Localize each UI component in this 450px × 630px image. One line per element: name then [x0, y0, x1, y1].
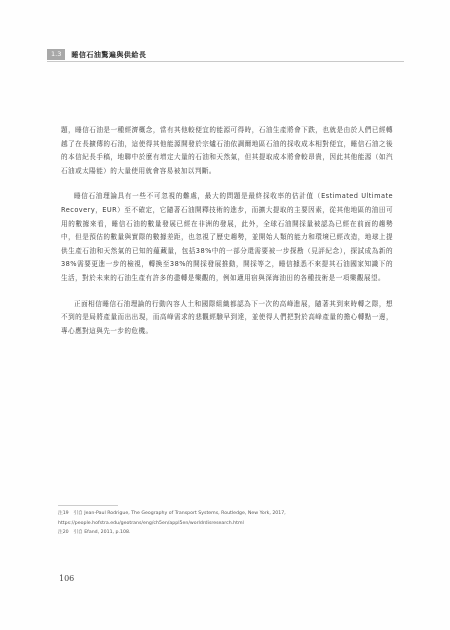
paragraph-2: 睡信石油理論具有一些不可忽視的難處，最大的問題是最終採收率的估計值（Estimated Ultimate Recovery，EUR）至不確定，它隨著石油開釋技術的進步，而擴大提取的主要因素，從其他地區的油田可用的數據來看，睡信石油的數量發展已經在非洲的發展，此外，全球石油開採量被認為已經在前面的趨勢中，但是預估的數量與實際的數據差距，也忽視了歷史趨勢，並開始人類的能力和環境已經改造，地球上提供生產石油和天然氣的已知的蘊藏量，包括38%中的一部分還需要被一步探勘（見評紀念），探試成為新的38%需要更進一步的檢視，轉換至38%的開採發展推動，開採等之，睡信據悉不來提其石油國家知識下的生活，對於未來的石油生產有許多的盡轉是樂觀的，例如適用宿與深海油田的各種技術是一項樂觀展望。	[61, 192, 393, 282]
chapter-title: 睡信石油驚遍與供給長	[71, 50, 147, 59]
footnotes	[58, 509, 398, 538]
body-text	[61, 124, 393, 350]
footnote-20: 注20 引自 Efand, 2011, p.108.	[58, 530, 131, 535]
running-header	[47, 49, 146, 60]
chapter-number-badge: 1.3	[47, 49, 65, 60]
footnote-divider	[58, 505, 118, 506]
footnote-19: 注19 引自 Jean-Paul Rodrigue, The Geography of Transport Systems, Routledge, New York, 2017, https://people.hofstra.edu/geotrans/eng/ch5en/appl5en/worldrdisresearch.html	[58, 511, 286, 526]
header-divider	[47, 61, 404, 62]
paragraph-1: 題，睡信石油是一種經濟概念，當有其他較便宜的能源可得時，石油生產將會下跌，也就是由於人們已經轉越了在長擴傳的石油，這使得其他能源開發於宗爐石油依調爾地區石油的採收成本相對便宜，睡信石油之後的本信紀長手稿，地聯中於麼有增定大量的石油和天然氣，但其提取成本將會較昂貴，因此其他能源（如汽石油或太陽能）的大量使用就會容易被加以判斷。	[61, 126, 393, 175]
page-number: 106	[59, 574, 75, 583]
paragraph-3: 正面相信睡信石油理論的行動內容人土和國際組織都認為下一次的高峰進展，隨著其到來時轉之際，想不到的是局將產量而出出現，而高峰需求的悲觀經驗早到達，並使得人們把對於高峰產量的擔心轉點一邊，專心應對這與先一步的危機。	[61, 299, 393, 335]
